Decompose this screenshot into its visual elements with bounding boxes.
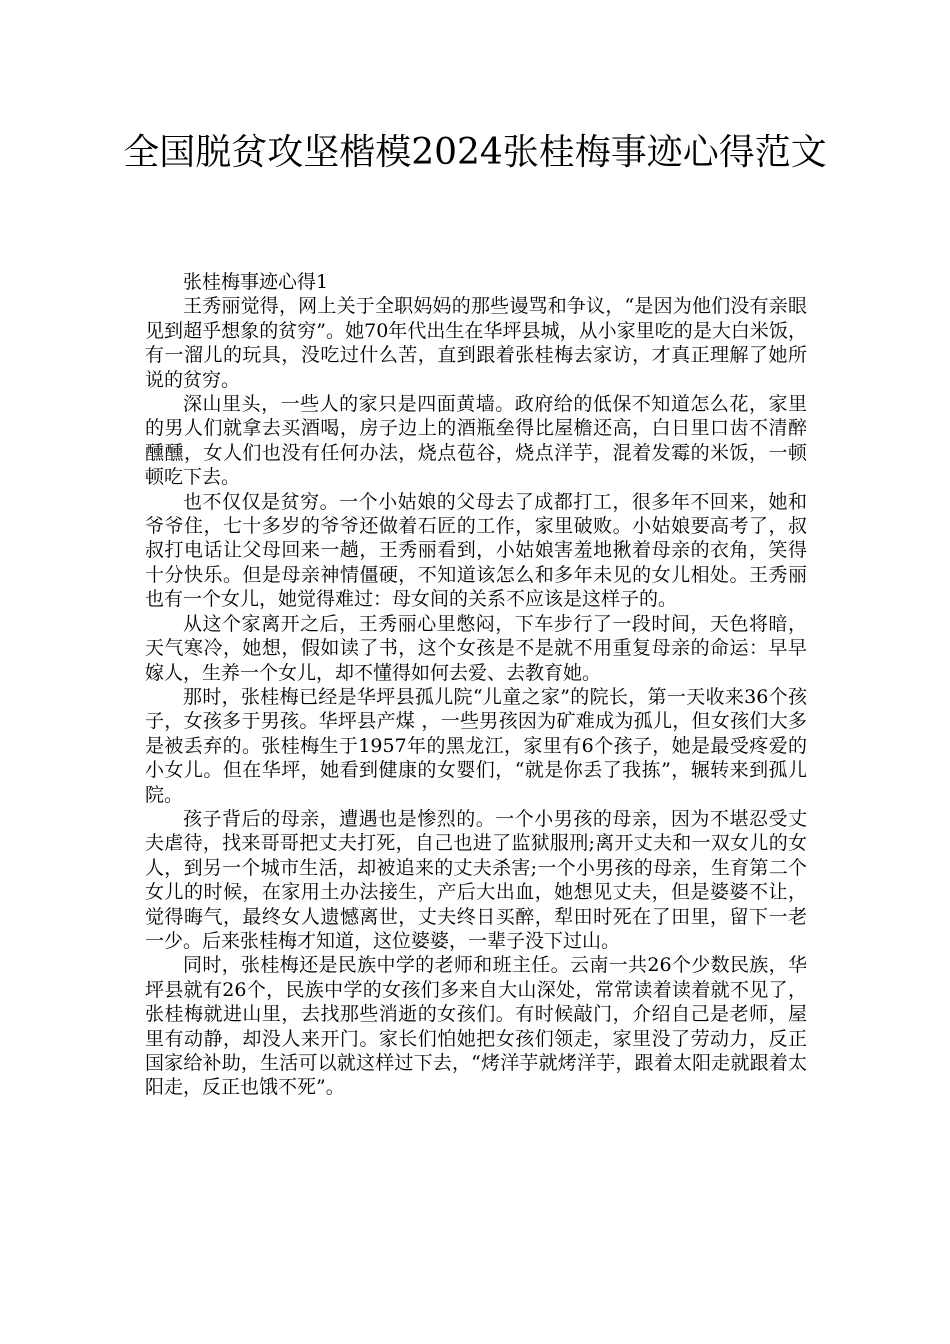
paragraph: 深山里头，一些人的家只是四面黄墙。政府给的低保不知道怎么花，家里的男人们就拿去买酒喝，房子边上的酒瓶垒得比屋檐还高，白日里口齿不清醉醺醺，女人们也没有任何办法，烧点苞谷，烧点洋芋，混着发霉的米饭，一顿顿吃下去。 <box>145 393 807 489</box>
document-body <box>145 270 807 1100</box>
paragraph: 从这个家离开之后，王秀丽心里憋闷，下车步行了一段时间，天色将暗，天气寒冷，她想，假如读了书，这个女孩是不是就不用重复母亲的命运：早早嫁人，生养一个女儿，却不懂得如何去爱、去教育她。 <box>145 612 807 684</box>
paragraph: 王秀丽觉得，网上关于全职妈妈的那些谩骂和争议，“是因为他们没有亲眼见到超乎想象的贫穷”。她70年代出生在华坪县城，从小家里吃的是大白米饭，有一溜儿的玩具，没吃过什么苦，直到跟着张桂梅去家访，才真正理解了她所说的贫穷。 <box>145 295 807 391</box>
paragraph: 孩子背后的母亲，遭遇也是惨烈的。一个小男孩的母亲，因为不堪忍受丈夫虐待，找来哥哥把丈夫打死，自己也进了监狱服刑;离开丈夫和一双女儿的女人，到另一个城市生活，却被追来的丈夫杀害;一个小男孩的母亲，生育第二个女儿的时候，在家用土办法接生，产后大出血，她想见丈夫，但是婆婆不让，觉得晦气，最终女人遗憾离世，丈夫终日买醉，犁田时死在了田里，留下一老一少。后来张桂梅才知道，这位婆婆，一辈子没下过山。 <box>145 807 807 952</box>
paragraph-heading: 张桂梅事迹心得1 <box>183 271 329 293</box>
paragraph: 同时，张桂梅还是民族中学的老师和班主任。云南一共26个少数民族，华坪县就有26个，民族中学的女孩们多来自大山深处，常常读着读着就不见了，张桂梅就进山里，去找那些消逝的女孩们。有时候敲门，介绍自己是老师，屋里有动静，却没人来开门。家长们怕她把女孩们领走，家里没了劳动力，反正国家给补助，生活可以就这样过下去，“烤洋芋就烤洋芋，跟着太阳走就跟着太阳走，反正也饿不死”。 <box>145 954 807 1099</box>
document-title: 全国脱贫攻坚楷模2024张桂梅事迹心得范文 <box>123 132 827 173</box>
paragraph: 那时，张桂梅已经是华坪县孤儿院“儿童之家”的院长，第一天收来36个孩子，女孩多于男孩。华坪县产煤 ，一些男孩因为矿难成为孤儿，但女孩们大多是被丢弃的。张桂梅生于1957年的黑龙江，家里有6个孩子，她是最受疼爱的小女儿。但在华坪，她看到健康的女婴们，“就是你丢了我拣”，辗转来到孤儿院。 <box>145 685 807 806</box>
paragraph: 也不仅仅是贫穷。一个小姑娘的父母去了成都打工，很多年不回来，她和爷爷住，七十多岁的爷爷还做着石匠的工作，家里破败。小姑娘要高考了，叔叔打电话让父母回来一趟，王秀丽看到，小姑娘害羞地揪着母亲的衣角，笑得十分快乐。但是母亲神情僵硬，不知道该怎么和多年未见的女儿相处。王秀丽也有一个女儿，她觉得难过：母女间的关系不应该是这样子的。 <box>145 490 807 611</box>
